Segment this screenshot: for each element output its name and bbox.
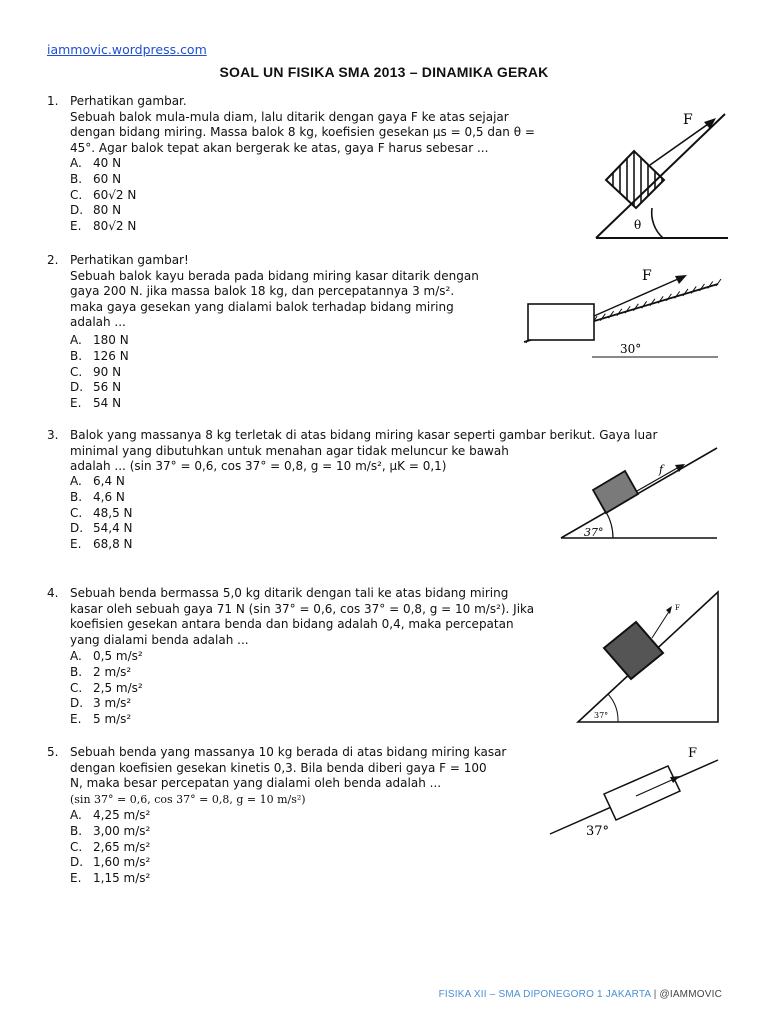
incline-diagram-5 [548, 740, 720, 840]
question-text-line: Perhatikan gambar! [70, 253, 189, 267]
answer-option-d [70, 696, 143, 712]
question-text-line: dengan bidang miring. Massa balok 8 kg, koefisien gesekan μs = 0,5 dan θ = [70, 125, 535, 139]
force-label: F [642, 268, 652, 284]
option-letter: A. [70, 808, 82, 822]
option-letter: A. [70, 333, 82, 347]
question-text-line: yang dialami benda adalah ... [70, 632, 249, 647]
option-letter: E. [70, 712, 82, 727]
answer-option-b [70, 349, 129, 365]
answer-option-b [70, 490, 133, 506]
footer-separator: | [653, 989, 657, 1000]
answer-option-a [70, 156, 136, 172]
question-number: 1. [47, 94, 59, 108]
answer-option-a [70, 808, 150, 824]
option-letter: A. [70, 649, 82, 663]
question-text-line: adalah ... (sin 37° = 0,6, cos 37° = 0,8, g = 10 m/s², μK = 0,1) [70, 459, 447, 473]
option-letter: E. [70, 871, 82, 886]
option-letter: E. [70, 537, 82, 552]
force-arrow [650, 122, 711, 165]
option-letter: A. [70, 156, 82, 170]
option-text: 40 N [93, 156, 122, 170]
option-letter: E. [70, 396, 82, 411]
option-text: 2,5 m/s² [93, 680, 143, 695]
angle-label: 37° [584, 526, 604, 539]
answer-option-e [70, 712, 143, 728]
question-text-line: Sebuah balok mula-mula diam, lalu ditarik dengan gaya F ke atas sejajar [70, 109, 509, 124]
option-letter: C. [70, 505, 83, 520]
incline-diagram-1 [590, 104, 732, 242]
question-text-line: kasar oleh sebuah gaya 71 N (sin 37° = 0,6, cos 37° = 0,8, g = 10 m/s²). Jika [70, 601, 535, 616]
option-text: 2,65 m/s² [93, 839, 151, 854]
question-text-line: gaya 200 N. jika massa balok 18 kg, dan percepatannya 3 m/s². [70, 284, 455, 298]
option-text: 5 m/s² [93, 712, 132, 727]
option-text: 180 N [93, 333, 129, 347]
question-text-line: koefisien gesekan antara benda dan bidang adalah 0,4, maka percepatan [70, 617, 514, 631]
page-title: SOAL UN FISIKA SMA 2013 – DINAMIKA GERAK [219, 64, 549, 80]
angle-label: θ [634, 218, 642, 232]
answer-option-e [70, 396, 129, 412]
answer-option-c [70, 506, 133, 522]
question-number: 3. [47, 428, 59, 442]
answer-option-c [70, 365, 129, 381]
option-text: 56 N [93, 380, 122, 395]
option-text: 3,00 m/s² [93, 823, 151, 838]
incline-diagram-4 [574, 588, 724, 726]
force-label: F [688, 746, 698, 761]
option-letter: C. [70, 187, 83, 202]
force-label: F [683, 112, 693, 128]
option-letter: D. [70, 380, 84, 395]
force-label: f [659, 463, 664, 476]
question-text-line: Sebuah benda yang massanya 10 kg berada di atas bidang miring kasar [70, 745, 507, 759]
option-text: 48,5 N [93, 505, 133, 520]
question-text-line: Sebuah balok kayu berada pada bidang miring kasar ditarik dengan [70, 268, 479, 283]
force-arrow [594, 279, 678, 316]
option-text: 2 m/s² [93, 664, 132, 679]
option-text: 54 N [93, 396, 122, 411]
option-text: 68,8 N [93, 537, 133, 552]
answer-option-b [70, 824, 150, 840]
question-number: 2. [47, 253, 59, 267]
option-letter: C. [70, 364, 83, 379]
incline-diagram-3 [555, 446, 721, 542]
question-text-line: maka gaya gesekan yang dialami balok terhadap bidang miring [70, 299, 454, 314]
option-letter: D. [70, 696, 84, 711]
answer-option-e [70, 537, 133, 553]
option-letter: D. [70, 521, 84, 536]
hatched-block [606, 151, 664, 208]
option-letter: B. [70, 664, 83, 679]
answer-option-d [70, 521, 133, 537]
option-letter: B. [70, 489, 83, 504]
answer-option-c [70, 681, 143, 697]
force-arrow [637, 467, 679, 491]
page-footer [0, 989, 722, 1000]
question-text-line: minimal yang dibutuhkan untuk menahan agar tidak meluncur ke bawah [70, 443, 509, 458]
footer-handle: @IAMMOVIC [659, 989, 722, 1000]
option-text: 80 N [93, 203, 122, 218]
question-text-line: Balok yang massanya 8 kg terletak di atas bidang miring kasar seperti gambar berikut. Gaya luar [70, 428, 658, 442]
source-link[interactable]: iammovic.wordpress.com [47, 42, 207, 57]
option-letter: C. [70, 839, 83, 854]
option-letter: E. [70, 219, 82, 234]
answer-option-e [70, 871, 150, 887]
force-label: F [675, 604, 680, 612]
question-text-line: Perhatikan gambar. [70, 94, 187, 108]
question-text-line: dengan koefisien gesekan kinetis 0,3. Bila benda diberi gaya F = 100 [70, 760, 487, 775]
option-text: 60 N [93, 171, 122, 186]
answer-option-a [70, 333, 129, 349]
angle-label: 37° [586, 824, 610, 839]
answer-option-d [70, 203, 136, 219]
option-text: 90 N [93, 364, 122, 379]
incline-slope [561, 448, 717, 538]
hatch-mark [716, 279, 721, 286]
answer-option-b [70, 665, 143, 681]
option-text: 60√2 N [93, 187, 137, 202]
option-text: 80√2 N [93, 219, 137, 234]
question-text-line: N, maka besar percepatan yang dialami oleh benda adalah ... [70, 776, 442, 790]
option-letter: C. [70, 680, 83, 695]
answer-option-a [70, 649, 143, 665]
angle-label: 37° [594, 711, 609, 720]
option-letter: B. [70, 823, 83, 838]
answer-option-a [70, 474, 133, 490]
answer-option-e [70, 219, 136, 235]
option-text: 4,6 N [93, 489, 125, 504]
option-text: 54,4 N [93, 521, 133, 536]
force-arrowhead [666, 606, 672, 614]
force-arrow [652, 610, 670, 638]
incline-diagram-2 [522, 264, 722, 362]
option-letter: A. [70, 474, 82, 488]
option-letter: D. [70, 203, 84, 218]
option-text: 3 m/s² [93, 696, 132, 711]
option-letter: D. [70, 855, 84, 870]
option-letter: B. [70, 348, 83, 363]
option-text: 0,5 m/s² [93, 649, 143, 663]
answer-option-c [70, 840, 150, 856]
wooden-block [528, 304, 594, 340]
question-text-line: (sin 37° = 0,6, cos 37° = 0,8, g = 10 m/s²) [70, 792, 306, 806]
option-text: 1,15 m/s² [93, 871, 151, 886]
angle-label: 30° [620, 342, 642, 356]
option-text: 1,60 m/s² [93, 855, 151, 870]
option-text: 4,25 m/s² [93, 808, 151, 822]
question-text-line: Sebuah benda bermassa 5,0 kg ditarik dengan tali ke atas bidang miring [70, 586, 509, 600]
answer-option-b [70, 172, 136, 188]
angle-arc [652, 208, 663, 238]
question-text-line: 45°. Agar balok tepat akan bergerak ke atas, gaya F harus sebesar ... [70, 140, 489, 155]
answer-option-c [70, 188, 136, 204]
angle-arc [606, 512, 613, 538]
option-text: 6,4 N [93, 474, 125, 488]
force-arrowhead [675, 275, 687, 284]
question-number: 5. [47, 745, 59, 759]
question-text-line: adalah ... [70, 315, 126, 329]
answer-option-d [70, 380, 129, 396]
option-letter: B. [70, 171, 83, 186]
answer-option-d [70, 855, 150, 871]
shaded-block [593, 471, 638, 513]
question-number: 4. [47, 586, 59, 600]
footer-course: FISIKA XII – SMA DIPONEGORO 1 JAKARTA [438, 989, 651, 1000]
option-text: 126 N [93, 348, 129, 363]
